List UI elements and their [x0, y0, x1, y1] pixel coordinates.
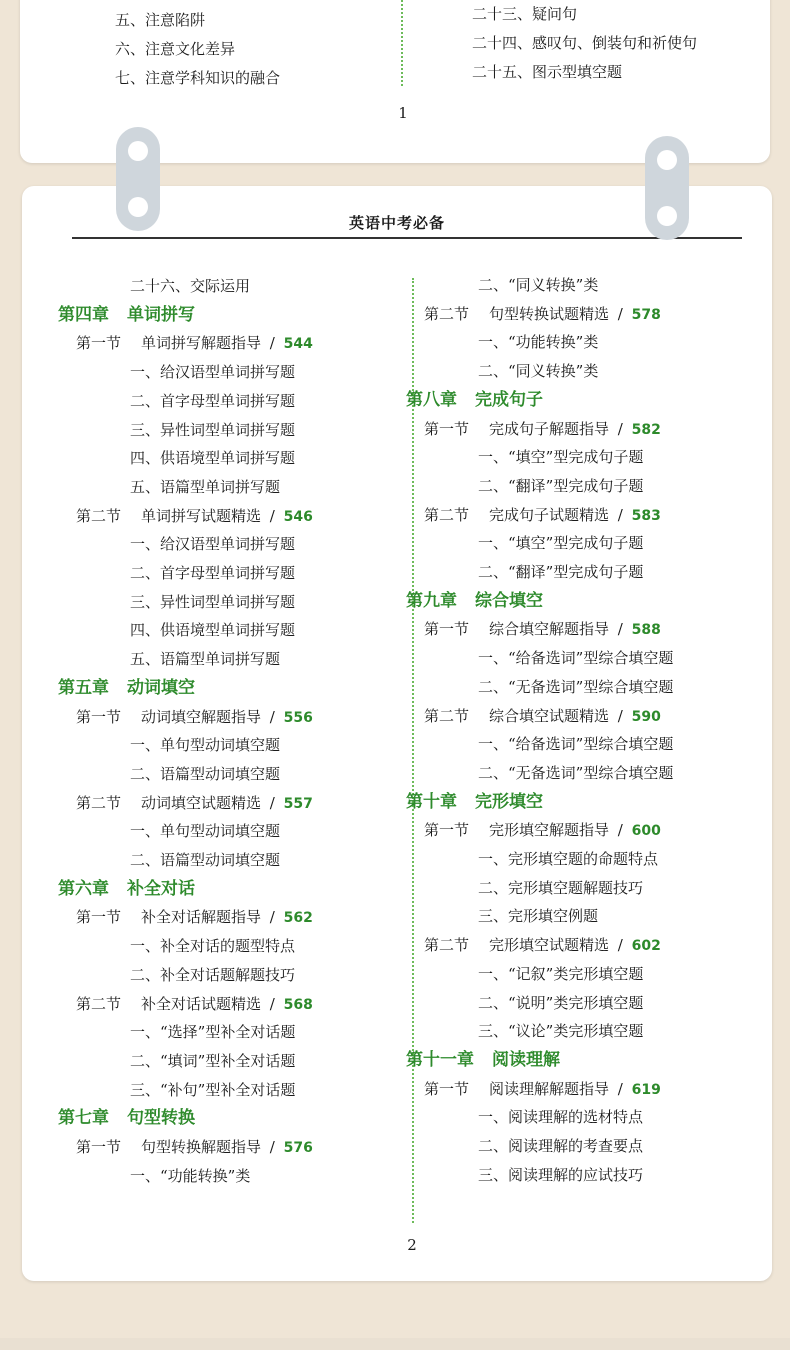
section-title: 补全对话试题精选: [141, 994, 262, 1013]
section-label: 第一节: [76, 1138, 122, 1156]
toc-item[interactable]: 一、“填空”型完成句子题: [478, 448, 644, 467]
section-entry[interactable]: [76, 994, 313, 1015]
section-page-number: 583: [631, 507, 661, 524]
toc-item: 七、注意学科知识的融合: [115, 69, 281, 87]
toc-item[interactable]: 二、“翻译”型完成句子题: [478, 476, 644, 495]
section-label: 第二节: [424, 304, 470, 323]
chapter-title: 阅读理解: [492, 1049, 560, 1070]
section-entry[interactable]: [76, 506, 313, 527]
toc-item[interactable]: 一、“给备选词”型综合填空题: [478, 649, 674, 668]
toc-item[interactable]: 一、单句型动词填空题: [130, 736, 281, 755]
page-number: 2: [407, 1236, 417, 1254]
toc-item[interactable]: 二、完形填空题解题技巧: [478, 878, 644, 897]
toc-item[interactable]: 二、阅读理解的考查要点: [478, 1137, 644, 1155]
toc-item[interactable]: 一、“填空”型完成句子题: [478, 534, 644, 553]
header-rule: [72, 237, 742, 239]
page-separator: /: [613, 706, 628, 725]
chapter-title: 完形填空: [475, 791, 543, 812]
toc-item[interactable]: 二、补全对话题解题技巧: [130, 965, 296, 984]
section-page-number: 582: [631, 421, 661, 438]
toc-item[interactable]: 二、首字母型单词拼写题: [130, 391, 296, 410]
ring-hole: [128, 197, 148, 217]
chapter-label: 第八章: [406, 389, 457, 410]
toc-item[interactable]: 二、首字母型单词拼写题: [130, 564, 296, 582]
toc-item[interactable]: 三、“议论”类完形填空题: [478, 1022, 644, 1041]
section-title: 综合填空解题指导: [489, 620, 610, 639]
toc-item[interactable]: 三、异性词型单词拼写题: [130, 592, 296, 611]
page-separator: /: [265, 506, 280, 525]
section-title: 单词拼写试题精选: [141, 506, 262, 525]
section-label: 第一节: [424, 1079, 470, 1098]
chapter-title: 完成句子: [475, 389, 543, 410]
ring-hole: [657, 206, 677, 226]
chapter-title: 动词填空: [127, 677, 195, 698]
page-separator: /: [613, 936, 628, 955]
section-page-number: 588: [631, 622, 661, 639]
toc-item[interactable]: 二、“无备选词”型综合填空题: [478, 677, 674, 696]
toc-item[interactable]: 一、“功能转换”类: [478, 333, 599, 352]
section-title: 句型转换解题指导: [141, 1138, 262, 1156]
chapter-label: 第七章: [58, 1108, 109, 1129]
toc-item[interactable]: 三、“补句”型补全对话题: [130, 1080, 296, 1099]
chapter-label: 第四章: [58, 304, 109, 325]
toc-item[interactable]: 一、完形填空题的命题特点: [478, 850, 659, 868]
section-entry[interactable]: [76, 1137, 313, 1158]
chapter-label: 第六章: [58, 878, 109, 899]
chapter-label: 第十一章: [406, 1049, 474, 1070]
chapter-heading[interactable]: [58, 1107, 195, 1129]
chapter-label: 第九章: [406, 590, 457, 611]
background-strip: [0, 1338, 790, 1350]
page-separator: /: [613, 821, 628, 840]
toc-item[interactable]: 二十六、交际运用: [130, 277, 251, 295]
toc-item[interactable]: 五、语篇型单词拼写题: [130, 477, 281, 496]
page-separator: /: [265, 908, 280, 927]
section-label: 第一节: [424, 821, 470, 840]
page-separator: /: [613, 505, 628, 524]
section-page-number: 556: [283, 709, 313, 726]
section-page-number: 590: [631, 708, 661, 725]
column-divider: [401, 0, 403, 86]
section-page-number: 602: [631, 938, 661, 955]
section-page-number: 600: [631, 823, 661, 840]
section-label: 第一节: [76, 707, 122, 726]
page-header-title: 英语中考必备: [348, 214, 445, 232]
chapter-label: 第十章: [406, 791, 457, 812]
section-entry[interactable]: [424, 304, 661, 325]
page-separator: /: [613, 620, 628, 639]
toc-page-2: [22, 186, 772, 1281]
chapter-label: 第五章: [58, 677, 109, 698]
chapter-heading[interactable]: [58, 304, 195, 326]
toc-item[interactable]: 三、完形填空例题: [478, 907, 599, 926]
section-label: 第一节: [424, 419, 470, 438]
page-separator: /: [265, 707, 280, 726]
section-entry[interactable]: [76, 907, 313, 928]
toc-item[interactable]: 一、补全对话的题型特点: [130, 937, 296, 956]
toc-item[interactable]: 四、供语境型单词拼写题: [130, 449, 296, 468]
binder-ring: [645, 136, 689, 240]
chapter-title: 单词拼写: [127, 304, 195, 325]
section-title: 完成句子解题指导: [489, 419, 610, 438]
page-number: 1: [398, 104, 408, 122]
toc-item[interactable]: 一、阅读理解的选材特点: [478, 1108, 644, 1127]
section-title: 完形填空解题指导: [489, 821, 610, 840]
section-page-number: 568: [283, 996, 313, 1013]
section-entry[interactable]: [424, 419, 661, 440]
section-entry[interactable]: [76, 793, 313, 814]
section-entry[interactable]: [76, 707, 313, 728]
toc-item[interactable]: 二、“填词”型补全对话题: [130, 1051, 296, 1070]
section-entry[interactable]: [424, 706, 661, 727]
section-title: 句型转换试题精选: [489, 304, 610, 323]
toc-item[interactable]: 四、供语境型单词拼写题: [130, 621, 296, 640]
section-entry[interactable]: [424, 820, 661, 841]
toc-item[interactable]: 二、“同义转换”类: [478, 276, 599, 294]
chapter-heading[interactable]: [406, 791, 543, 813]
page-separator: /: [265, 793, 280, 812]
section-title: 补全对话解题指导: [141, 908, 262, 927]
toc-item[interactable]: 二、“无备选词”型综合填空题: [478, 763, 674, 782]
section-entry[interactable]: [424, 619, 661, 640]
toc-item: 二十四、感叹句、倒装句和祈使句: [472, 34, 698, 52]
toc-item[interactable]: 一、“给备选词”型综合填空题: [478, 735, 674, 754]
section-label: 第二节: [76, 506, 122, 525]
toc-item[interactable]: 一、“记叙”类完形填空题: [478, 964, 644, 983]
chapter-title: 补全对话: [127, 878, 195, 899]
section-label: 第二节: [424, 706, 470, 725]
page-separator: /: [613, 304, 628, 323]
section-entry[interactable]: [424, 505, 661, 526]
toc-item[interactable]: 二、语篇型动词填空题: [130, 764, 281, 783]
ring-hole: [128, 141, 148, 161]
section-title: 单词拼写解题指导: [141, 334, 262, 353]
toc-item: 六、注意文化差异: [115, 40, 236, 58]
section-page-number: 544: [283, 336, 313, 353]
chapter-heading[interactable]: [58, 878, 195, 900]
ring-hole: [657, 150, 677, 170]
chapter-title: 综合填空: [475, 590, 543, 611]
toc-item[interactable]: 一、“功能转换”类: [130, 1166, 251, 1185]
toc-item[interactable]: 一、“选择”型补全对话题: [130, 1023, 296, 1042]
toc-item[interactable]: 二、“翻译”型完成句子题: [478, 563, 644, 581]
toc-item[interactable]: 一、给汉语型单词拼写题: [130, 535, 296, 554]
section-title: 阅读理解解题指导: [489, 1079, 610, 1098]
chapter-heading[interactable]: [406, 590, 543, 612]
section-page-number: 578: [631, 306, 661, 323]
section-label: 第二节: [424, 936, 470, 955]
toc-item[interactable]: 二、“同义转换”类: [478, 362, 599, 381]
section-entry[interactable]: [424, 1079, 661, 1100]
column-divider: [412, 278, 414, 1223]
binder-ring: [116, 127, 160, 231]
section-entry[interactable]: [424, 935, 661, 956]
page-separator: /: [265, 334, 280, 353]
section-entry[interactable]: [76, 333, 313, 354]
section-label: 第二节: [76, 793, 122, 812]
section-label: 第二节: [424, 505, 470, 524]
section-label: 第一节: [424, 620, 470, 639]
toc-item[interactable]: 二、语篇型动词填空题: [130, 851, 281, 869]
toc-item[interactable]: 三、阅读理解的应试技巧: [478, 1165, 644, 1184]
section-title: 完成句子试题精选: [489, 505, 610, 524]
chapter-heading[interactable]: [58, 677, 195, 699]
section-label: 第二节: [76, 994, 122, 1013]
section-page-number: 557: [283, 795, 313, 812]
chapter-title: 句型转换: [127, 1108, 195, 1129]
toc-item[interactable]: 一、给汉语型单词拼写题: [130, 363, 296, 382]
section-label: 第一节: [76, 908, 122, 927]
section-title: 动词填空试题精选: [141, 793, 262, 812]
page-separator: /: [265, 1138, 280, 1156]
page-separator: /: [265, 994, 280, 1013]
toc-item: 五、注意陷阱: [115, 11, 206, 29]
section-title: 完形填空试题精选: [489, 936, 610, 955]
toc-item: 二十五、图示型填空题: [472, 63, 623, 81]
chapter-heading[interactable]: [406, 1049, 560, 1071]
page-separator: /: [613, 419, 628, 438]
section-page-number: 576: [283, 1140, 313, 1156]
section-title: 综合填空试题精选: [489, 706, 610, 725]
section-page-number: 619: [631, 1081, 661, 1098]
section-title: 动词填空解题指导: [141, 707, 262, 726]
toc-item[interactable]: 五、语篇型单词拼写题: [130, 650, 281, 669]
chapter-heading[interactable]: [406, 389, 543, 411]
page-separator: /: [613, 1079, 628, 1098]
toc-item[interactable]: 二、“说明”类完形填空题: [478, 993, 644, 1012]
toc-item: 二十三、疑问句: [472, 5, 578, 23]
section-page-number: 562: [283, 910, 313, 927]
toc-item[interactable]: 一、单句型动词填空题: [130, 822, 281, 841]
section-page-number: 546: [283, 508, 313, 525]
section-label: 第一节: [76, 334, 122, 353]
toc-item[interactable]: 三、异性词型单词拼写题: [130, 420, 296, 439]
